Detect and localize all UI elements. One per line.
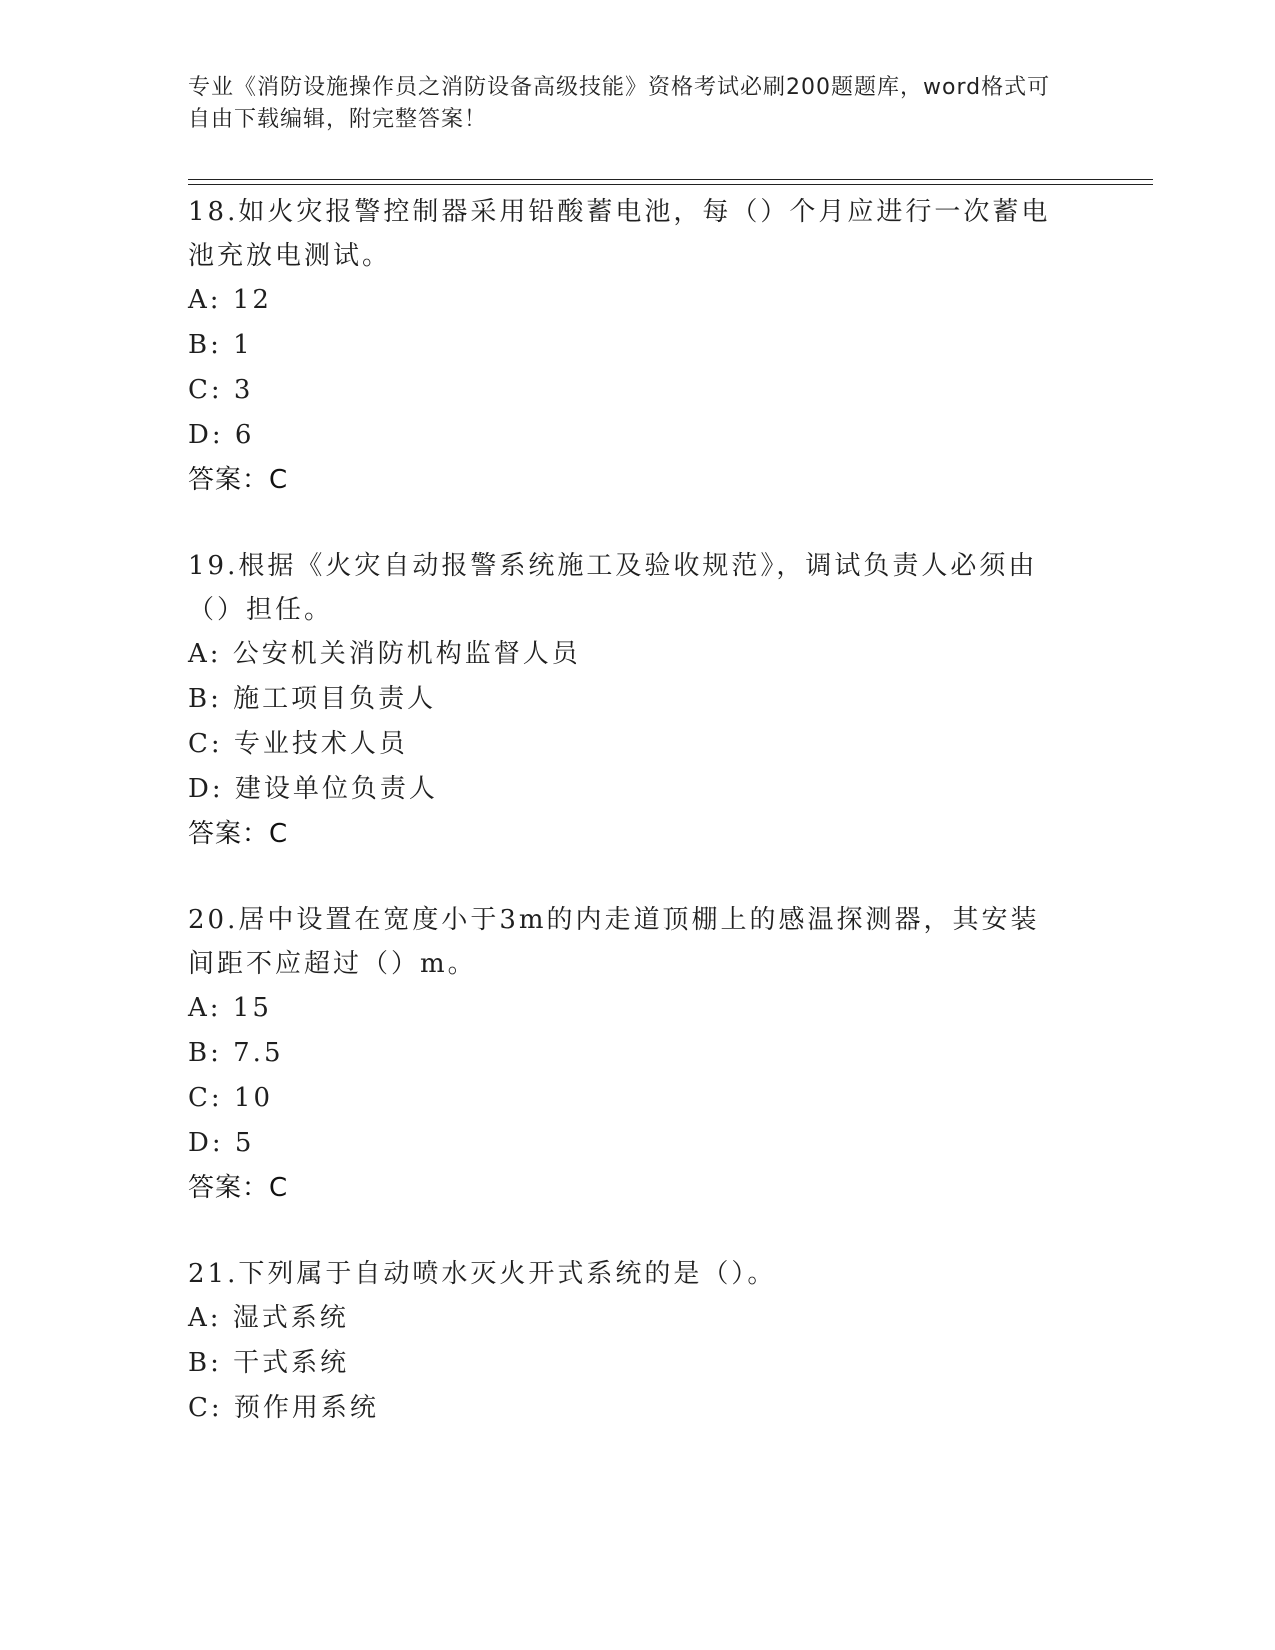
header-divider-bottom xyxy=(188,184,1153,185)
option-b: B: 干式系统 xyxy=(188,1348,350,1378)
option-c: C: 专业技术人员 xyxy=(188,729,408,759)
option-b: B: 1 xyxy=(188,330,253,360)
question-text: 21.下列属于自动喷水灭火开式系统的是（）。 xyxy=(188,1259,777,1289)
question-text: 20.居中设置在宽度小于3m的内走道顶棚上的感温探测器，其安装间距不应超过（）m。 xyxy=(188,905,1040,979)
answer-line: 答案：C xyxy=(188,819,289,849)
option-d: D: 6 xyxy=(188,420,255,450)
option-b: B: 7.5 xyxy=(188,1038,284,1068)
question-18 xyxy=(188,190,1088,503)
question-text: 18.如火灾报警控制器采用铅酸蓄电池，每（）个月应进行一次蓄电池充放电测试。 xyxy=(188,197,1051,271)
question-list xyxy=(188,190,1088,1472)
option-a: A: 湿式系统 xyxy=(188,1303,349,1333)
question-21 xyxy=(188,1252,1088,1431)
option-b: B: 施工项目负责人 xyxy=(188,684,437,714)
answer-line: 答案：C xyxy=(188,465,289,495)
header-divider-top xyxy=(188,179,1153,180)
option-c: C: 10 xyxy=(188,1083,274,1113)
option-c: C: 预作用系统 xyxy=(188,1393,379,1423)
option-c: C: 3 xyxy=(188,375,254,405)
option-d: D: 建设单位负责人 xyxy=(188,774,438,804)
option-a: A: 15 xyxy=(188,993,272,1023)
question-19 xyxy=(188,544,1088,857)
option-a: A: 公安机关消防机构监督人员 xyxy=(188,639,581,669)
option-d: D: 5 xyxy=(188,1128,255,1158)
question-text: 19.根据《火灾自动报警系统施工及验收规范》，调试负责人必须由（）担任。 xyxy=(188,551,1038,625)
option-a: A: 12 xyxy=(188,285,272,315)
document-header: 专业《消防设施操作员之消防设备高级技能》资格考试必刷200题题库，word格式可自由下载编辑，附完整答案！ xyxy=(188,75,1051,132)
question-20 xyxy=(188,898,1088,1211)
answer-line: 答案：C xyxy=(188,1173,289,1203)
